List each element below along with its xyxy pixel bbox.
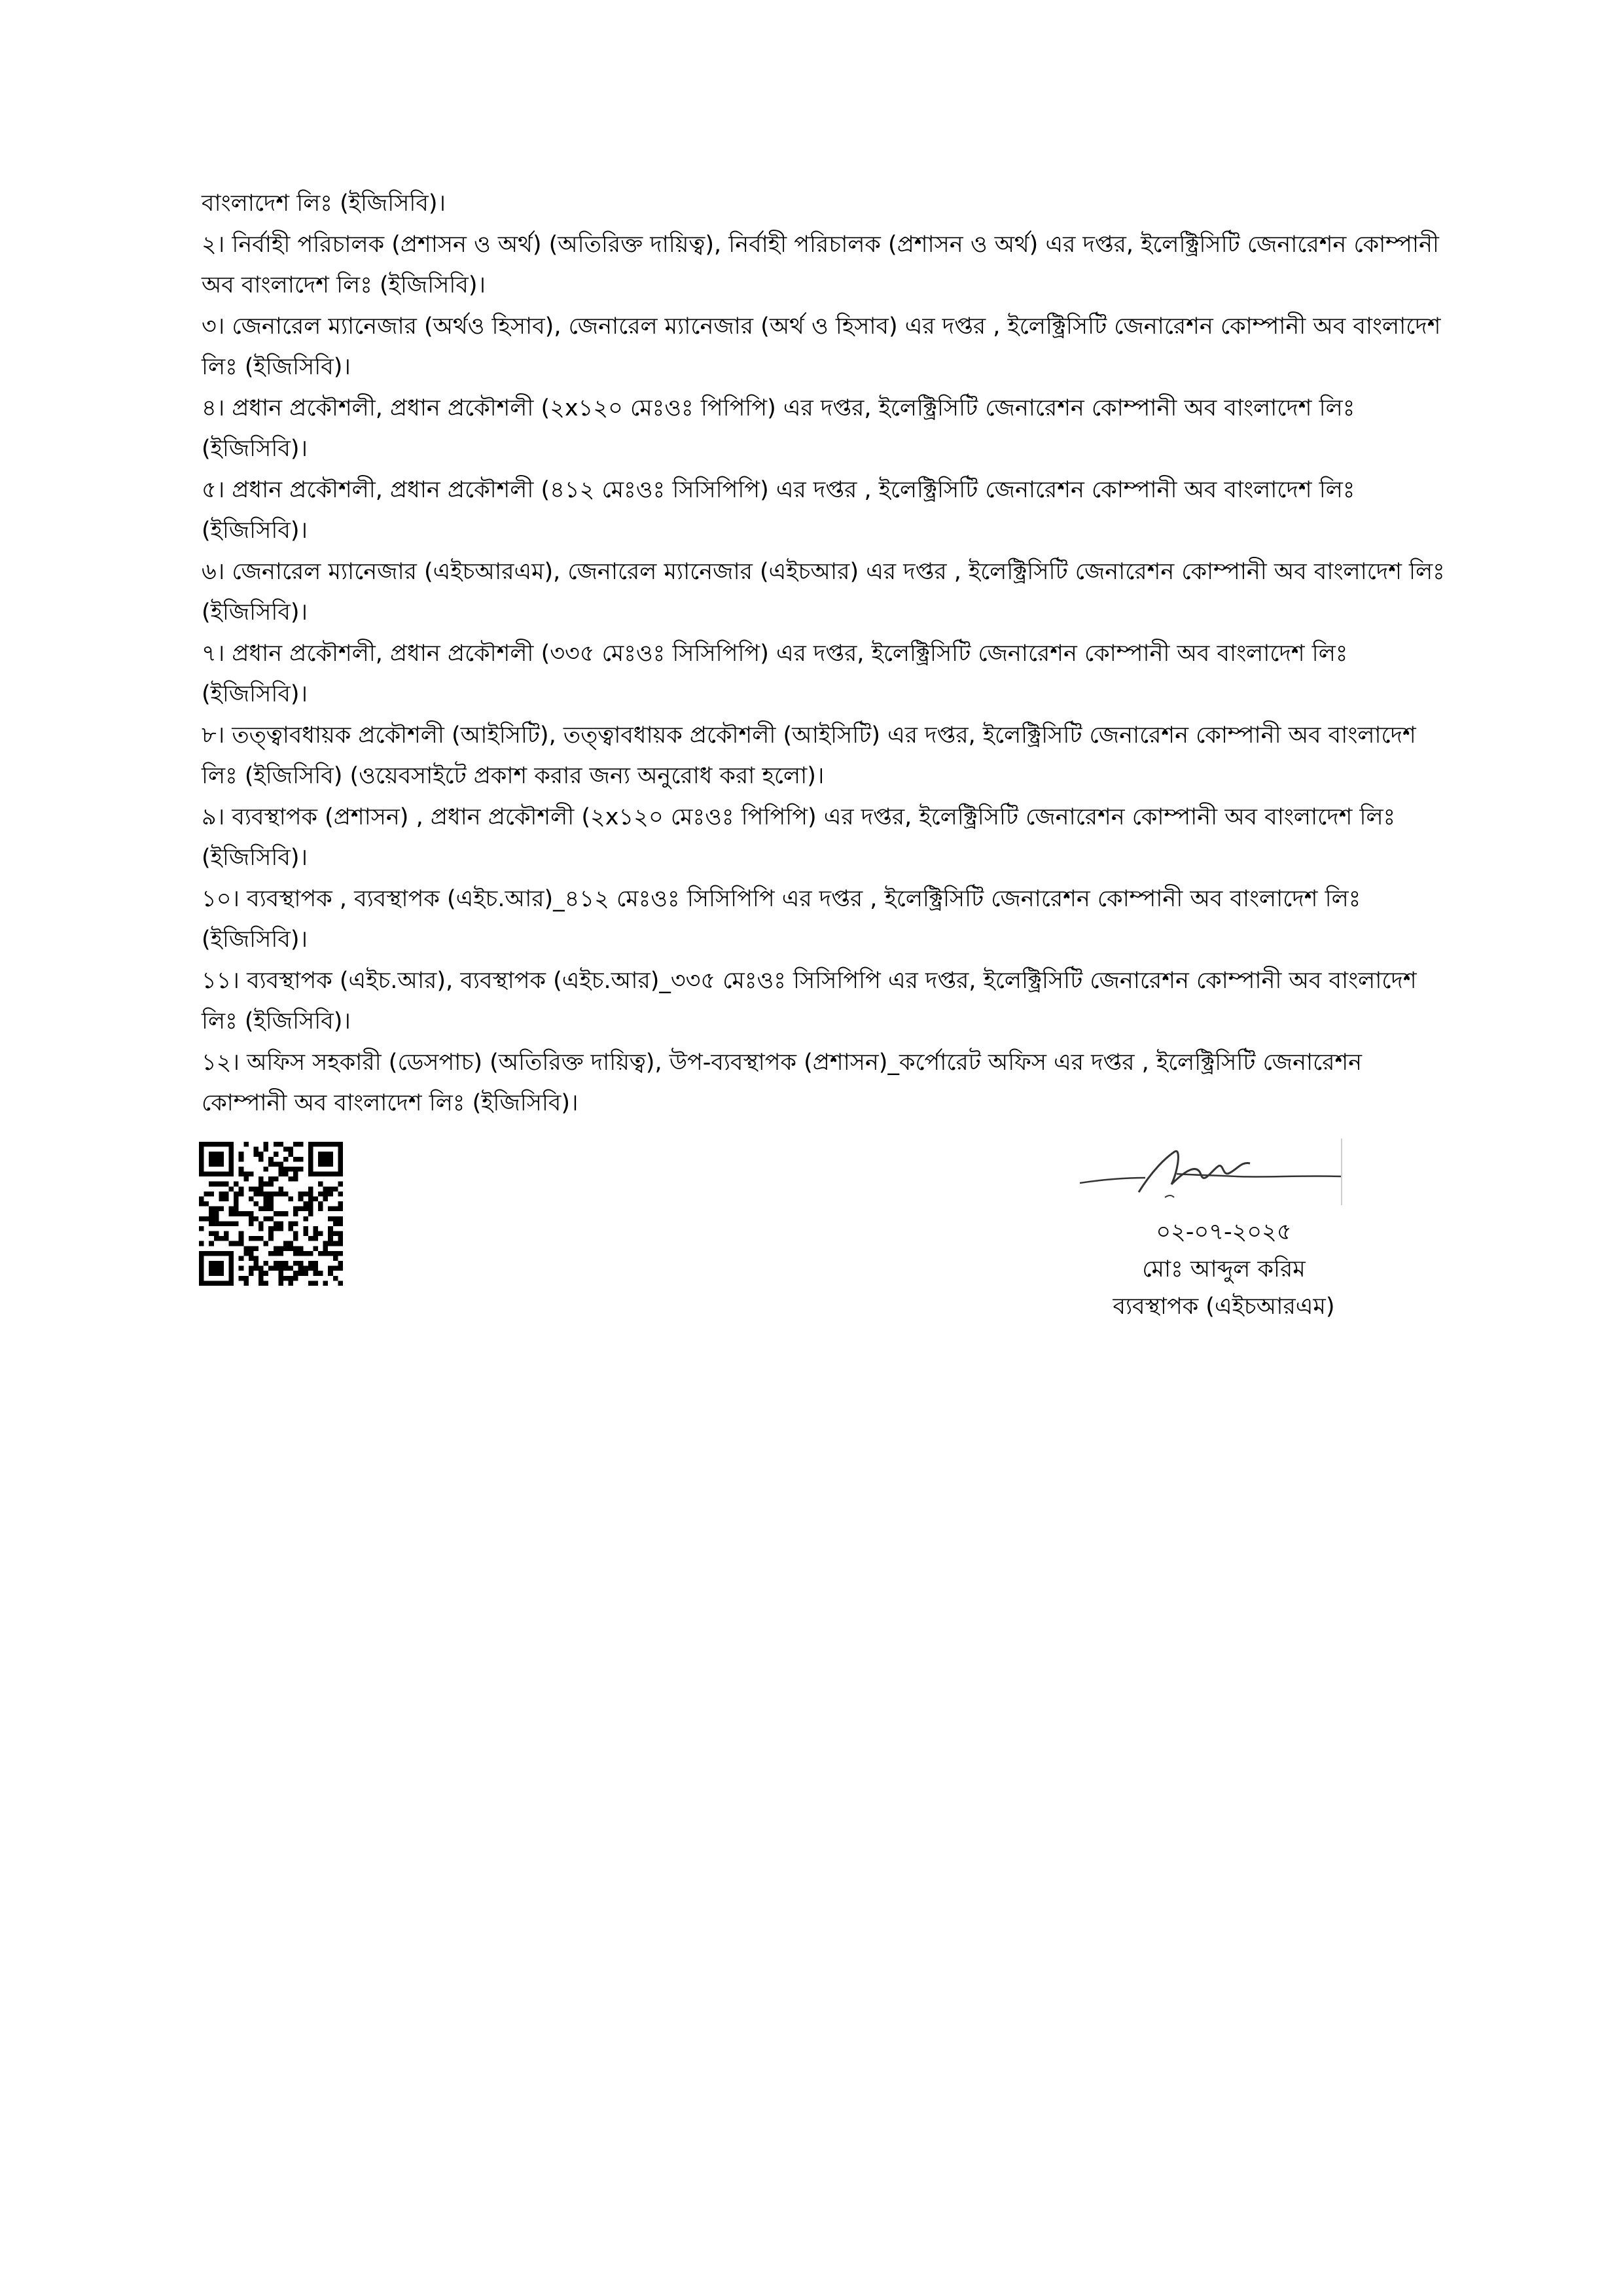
distribution-item: ৪। প্রধান প্রকৌশলী, প্রধান প্রকৌশলী (২x১২০ মেঃওঃ পিপিপি) এর দপ্তর, ইলেক্ট্রিসিটি জেনারেশন কোম্পানী অব বাংলাদেশ লিঃ (ইজিসিবি)। [202, 395, 1355, 462]
distribution-item: ১১। ব্যবস্থাপক (এইচ.আর), ব্যবস্থাপক (এইচ.আর)_৩৩৫ মেঃওঃ সিসিপিপি এর দপ্তর, ইলেক্ট্রিসিটি জেনারেশন কোম্পানী অব বাংলাদেশ লিঃ (ইজিসিবি)। [202, 967, 1417, 1034]
distribution-item: ৩। জেনারেল ম্যানেজার (অর্থও হিসাব), জেনারেল ম্যানেজার (অর্থ ও হিসাব) এর দপ্তর , ইলেক্ট্রিসিটি জেনারেশন কোম্পানী অব বাংলাদেশ লিঃ (ইজিসিবি)। [202, 313, 1441, 380]
signature-date: ০২-০৭-২০২৫ [1156, 1219, 1292, 1245]
distribution-item: ২। নির্বাহী পরিচালক (প্রশাসন ও অর্থ) (অতিরিক্ত দায়িত্ব), নির্বাহী পরিচালক (প্রশাসন ও অর্থ) এর দপ্তর, ইলেক্ট্রিসিটি জেনারেশন কোম্পানী অব বাংলাদেশ লিঃ (ইজিসিবি)। [202, 231, 1439, 298]
distribution-item: বাংলাদেশ লিঃ (ইজিসিবি)। [202, 190, 446, 217]
distribution-item: ৬। জেনারেল ম্যানেজার (এইচআরএম), জেনারেল ম্যানেজার (এইচআর) এর দপ্তর , ইলেক্ট্রিসিটি জেনারেশন কোম্পানী অব বাংলাদেশ লিঃ (ইজিসিবি)। [202, 558, 1445, 626]
distribution-item: ৯। ব্যবস্থাপক (প্রশাসন) , প্রধান প্রকৌশলী (২x১২০ মেঃওঃ পিপিপি) এর দপ্তর, ইলেক্ট্রিসিটি জেনারেশন কোম্পানী অব বাংলাদেশ লিঃ (ইজিসিবি)। [202, 804, 1396, 871]
distribution-list [202, 183, 1445, 1124]
distribution-item: ১২। অফিস সহকারী (ডেসপাচ) (অতিরিক্ত দায়িত্ব), উপ-ব্যবস্থাপক (প্রশাসন)_কর্পোরেট অফিস এর দপ্তর , ইলেক্ট্রিসিটি জেনারেশন কোম্পানী অব বাংলাদেশ লিঃ (ইজিসিবি)। [202, 1049, 1363, 1116]
signature-block [1041, 1132, 1407, 1328]
distribution-item: ৮। তত্ত্বাবধায়ক প্রকৌশলী (আইসিটি), তত্ত্বাবধায়ক প্রকৌশলী (আইসিটি) এর দপ্তর, ইলেক্ট্রিসিটি জেনারেশন কোম্পানী অব বাংলাদেশ লিঃ (ইজিসিবি) (ওয়েবসাইটে প্রকাশ করার জন্য অনুরোধ করা হলো)। [202, 722, 1416, 789]
signature-image [1067, 1132, 1368, 1210]
signatory-designation: ব্যবস্থাপক (এইচআরএম) [1113, 1294, 1335, 1320]
distribution-item: ৫। প্রধান প্রকৌশলী, প্রধান প্রকৌশলী (৪১২ মেঃওঃ সিসিপিপি) এর দপ্তর , ইলেক্ট্রিসিটি জেনারেশন কোম্পানী অব বাংলাদেশ লিঃ (ইজিসিবি)। [202, 476, 1355, 544]
signatory-name: মোঃ আব্দুল করিম [1142, 1256, 1306, 1282]
distribution-item: ১০। ব্যবস্থাপক , ব্যবস্থাপক (এইচ.আর)_৪১২ মেঃওঃ সিসিপিপি এর দপ্তর , ইলেক্ট্রিসিটি জেনারেশন কোম্পানী অব বাংলাদেশ লিঃ (ইজিসিবি)। [202, 885, 1361, 953]
qr-code-icon [199, 1142, 343, 1286]
distribution-item: ৭। প্রধান প্রকৌশলী, প্রধান প্রকৌশলী (৩৩৫ মেঃওঃ সিসিপিপি) এর দপ্তর, ইলেক্ট্রিসিটি জেনারেশন কোম্পানী অব বাংলাদেশ লিঃ (ইজিসিবি)। [202, 640, 1348, 707]
